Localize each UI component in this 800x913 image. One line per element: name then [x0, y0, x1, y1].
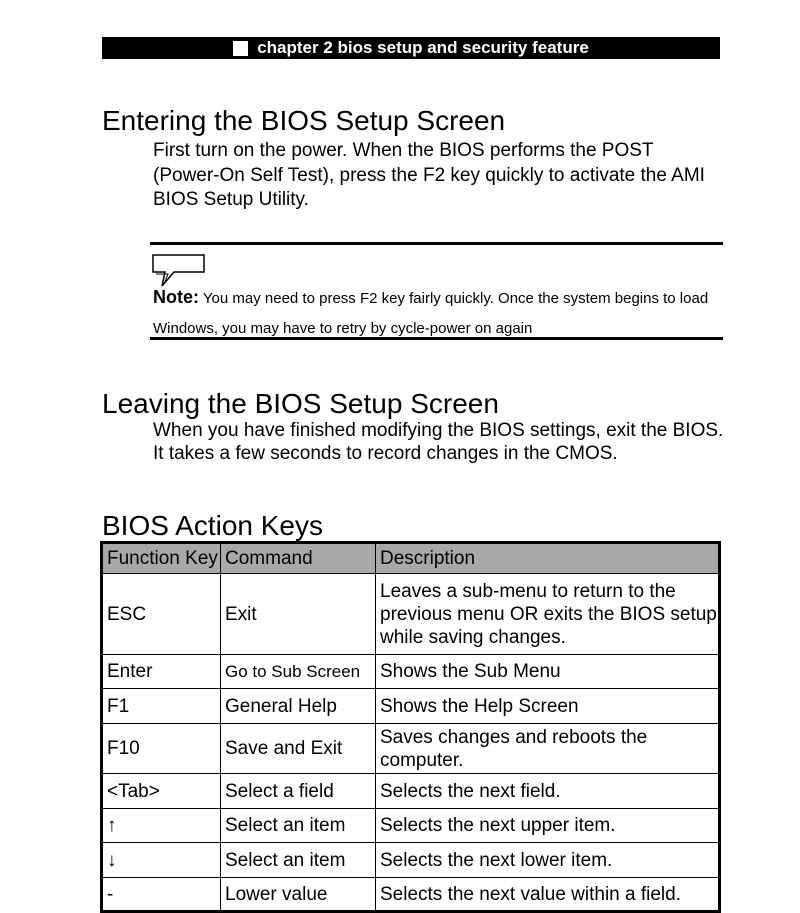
entering-line: (Power-On Self Test), press the F2 key quickly to activate the AMI	[153, 164, 705, 186]
table-row	[102, 655, 720, 689]
leaving-line: When you have finished modifying the BIOS settings, exit the BIOS.	[153, 420, 724, 441]
description-line: Selects the next upper item.	[380, 815, 616, 836]
description-line: Shows the Sub Menu	[380, 661, 561, 682]
key-cell: ↑	[102, 809, 221, 843]
command-cell: Go to Sub Screen	[221, 655, 376, 689]
table-row	[102, 574, 720, 655]
command-cell: Select an item	[221, 809, 376, 843]
command-cell: Select a field	[221, 774, 376, 809]
key-cell: ↓	[102, 843, 221, 878]
table-row	[102, 689, 720, 724]
section-heading-leaving: Leaving the BIOS Setup Screen	[102, 388, 499, 419]
description-cell	[376, 655, 720, 689]
section-heading-entering: Entering the BIOS Setup Screen	[102, 105, 506, 136]
description-line: Leaves a sub-menu to return to the	[380, 580, 676, 602]
description-cell	[376, 843, 720, 878]
description-cell	[376, 689, 720, 724]
column-header-function-key: Function Key	[102, 543, 221, 574]
command-cell: General Help	[221, 689, 376, 724]
key-cell: Enter	[102, 655, 221, 689]
chapter-header-bar	[102, 37, 720, 59]
speech-bubble-icon	[152, 254, 206, 288]
table-row	[102, 809, 720, 843]
command-cell: Lower value	[221, 878, 376, 912]
description-line: Saves changes and reboots the	[380, 726, 648, 748]
note-box	[150, 242, 723, 340]
description-line: Selects the next value within a field.	[380, 883, 682, 905]
square-bullet-icon	[233, 41, 248, 56]
description-cell	[376, 774, 720, 809]
chapter-title: chapter 2 bios setup and security feature	[257, 38, 589, 57]
command-cell: Select an item	[221, 843, 376, 878]
description-line: Selects the next field.	[380, 780, 561, 802]
section-heading-action-keys: BIOS Action Keys	[102, 510, 323, 541]
key-cell: F1	[102, 689, 221, 724]
description-cell	[376, 724, 720, 774]
key-cell: ESC	[102, 574, 221, 655]
description-cell	[376, 809, 720, 843]
note-line: Windows, you may have to retry by cycle-power on again	[153, 320, 533, 337]
description-cell	[376, 574, 720, 655]
table-header-row	[102, 543, 720, 574]
description-line: computer.	[380, 749, 464, 771]
table-row	[102, 843, 720, 878]
description-cell	[376, 878, 720, 912]
description-line: while saving changes.	[380, 626, 566, 648]
command-cell: Exit	[221, 574, 376, 655]
command-cell: Save and Exit	[221, 724, 376, 774]
action-keys-table	[100, 541, 721, 913]
note-line	[153, 287, 708, 308]
note-label: Note:	[153, 287, 199, 307]
table-row	[102, 878, 720, 912]
entering-line: BIOS Setup Utility.	[153, 189, 309, 210]
entering-line: First turn on the power. When the BIOS performs the POST	[153, 140, 654, 161]
table-row	[102, 774, 720, 809]
key-cell: F10	[102, 724, 221, 774]
description-line: Shows the Help Screen	[380, 695, 579, 717]
leaving-line: It takes a few seconds to record changes in the CMOS.	[153, 443, 618, 464]
column-header-description: Description	[376, 543, 720, 574]
key-cell: <Tab>	[102, 774, 221, 809]
table-row	[102, 724, 720, 774]
key-cell: -	[102, 878, 221, 912]
column-header-command: Command	[221, 543, 376, 574]
note-text: You may need to press F2 key fairly quickly. Once the system begins to load	[202, 290, 709, 307]
description-line: previous menu OR exits the BIOS setup	[380, 603, 717, 625]
description-line: Selects the next lower item.	[380, 849, 613, 871]
